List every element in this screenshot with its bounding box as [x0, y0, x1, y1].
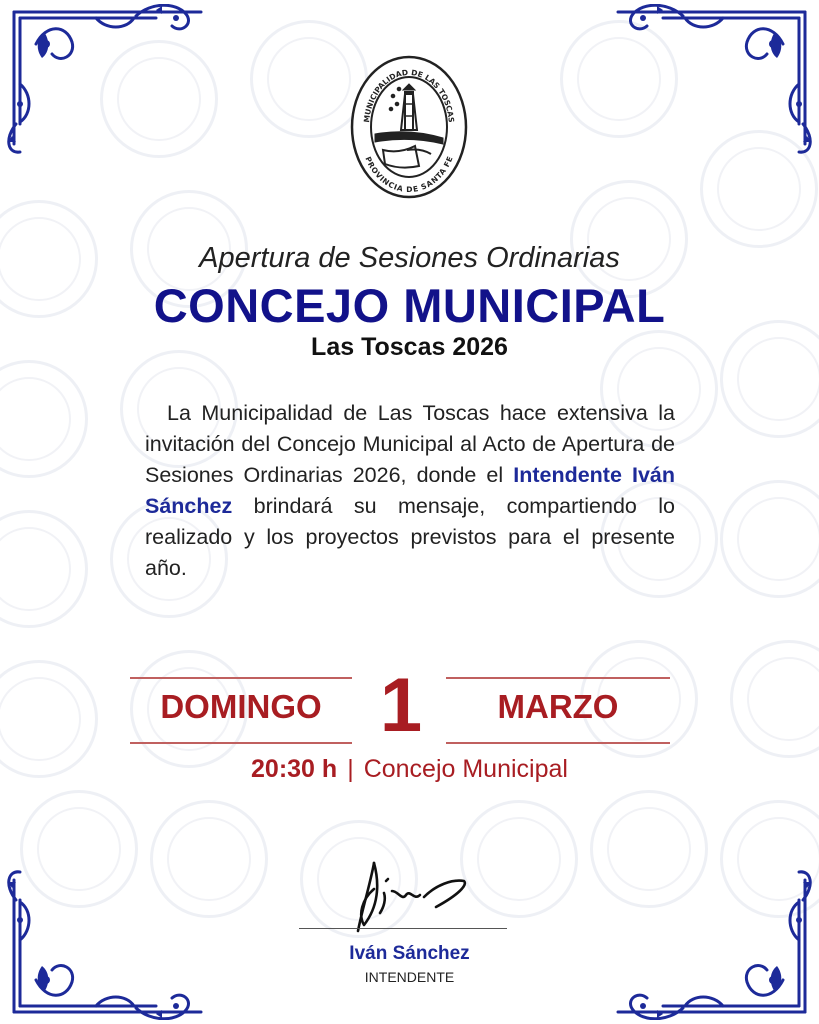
date-divider: [446, 677, 670, 679]
corner-ornament-icon: [6, 4, 206, 154]
event-time: 20:30 h: [251, 755, 338, 783]
page-title: CONCEJO MUNICIPAL: [153, 279, 666, 332]
handwritten-signature: [340, 855, 480, 935]
body-text-part2: brindará su mensaje, compartiendo lo realizado y los proyectos previstos para el presente año.: [145, 494, 675, 580]
signer-role: INTENDENTE: [364, 969, 455, 985]
seal-top-text: MUNICIPALIDAD DE LAS TOSCAS: [362, 67, 456, 123]
body-highlight: Intendente Iván Sánchez: [145, 463, 675, 518]
date-divider: [130, 742, 352, 744]
signature-line: [299, 928, 507, 929]
event-location: Concejo Municipal: [363, 755, 568, 783]
invitation-body: [145, 398, 675, 584]
invitation-subtitle: Apertura de Sesiones Ordinarias: [199, 242, 620, 274]
corner-ornament-icon: [613, 4, 813, 154]
event-day-of-week: DOMINGO: [160, 688, 322, 725]
separator: |: [347, 755, 354, 783]
date-divider: [130, 677, 352, 679]
date-divider: [446, 742, 670, 744]
municipal-seal-icon: [349, 54, 469, 200]
event-month: MARZO: [497, 688, 619, 725]
event-day-number: 1: [379, 663, 423, 748]
body-text-part1: La Municipalidad de Las Toscas hace extensiva la invitación del Concejo Municipal al Acto de Apertura de Sesiones Ordinarias 2026, donde el: [145, 401, 675, 487]
event-time-location: [0, 755, 819, 784]
place-year: Las Toscas 2026: [311, 333, 508, 361]
seal-bottom-text: PROVINCIA DE SANTA FE: [363, 155, 455, 195]
signer-name: Iván Sánchez: [349, 943, 470, 964]
